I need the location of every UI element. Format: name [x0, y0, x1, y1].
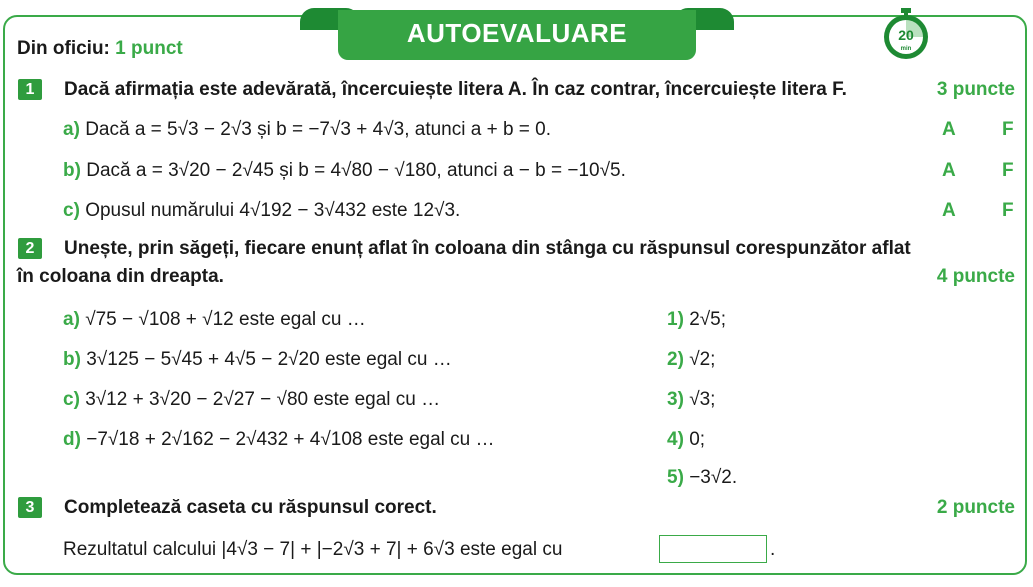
q3-points: 2 puncte [936, 497, 1015, 518]
q1-item-c-text: Opusul numărului 4√192 − 3√432 este 12√3. [85, 200, 461, 221]
q3-number-badge: 3 [18, 497, 42, 518]
q2-left-d [63, 429, 495, 451]
q1-points: 3 puncte [936, 79, 1015, 100]
q2-right-3-text: √3; [689, 389, 716, 410]
q3-statement: Rezultatul calcului |4√3 − 7| + |−2√3 + 7| + 6√3 este egal cu [63, 539, 563, 560]
q3-end-mark: . [770, 539, 776, 560]
q2-right-3-label: 3) [667, 389, 684, 410]
q3-text: Completează caseta cu răspunsul corect. [64, 497, 437, 518]
q2-left-b [63, 349, 452, 371]
q2-right-1-label: 1) [667, 309, 684, 330]
q1-item-b-option-f[interactable]: F [1002, 160, 1014, 181]
q1-item-c-option-f[interactable]: F [1002, 200, 1014, 221]
q1-item-b-option-a[interactable]: A [942, 160, 956, 181]
header-line [17, 38, 183, 60]
q2-left-c-text: 3√12 + 3√20 − 2√27 − √80 este egal cu … [85, 389, 441, 410]
q2-left-d-label: d) [63, 429, 81, 450]
q1-text: Dacă afirmația este adevărată, încercuiește litera A. În caz contrar, încercuiește litera F. [64, 79, 847, 100]
q1-item-a [63, 119, 551, 141]
q2-right-4 [667, 429, 705, 451]
q2-right-5-text: −3√2. [689, 467, 738, 488]
q2-left-d-text: −7√18 + 2√162 − 2√432 + 4√108 este egal cu … [86, 429, 495, 450]
q2-left-c-label: c) [63, 389, 80, 410]
q2-number-badge: 2 [18, 238, 42, 259]
oficiu-points: 1 punct [115, 38, 183, 59]
q2-left-c [63, 389, 440, 411]
q2-right-5-label: 5) [667, 467, 684, 488]
q2-left-a-label: a) [63, 309, 80, 330]
q2-right-2-label: 2) [667, 349, 684, 370]
q1-item-a-label: a) [63, 119, 80, 140]
q2-left-b-text: 3√125 − 5√45 + 4√5 − 2√20 este egal cu … [86, 349, 452, 370]
q1-item-b [63, 160, 626, 182]
q1-item-b-label: b) [63, 160, 81, 181]
q1-item-a-text: Dacă a = 5√3 − 2√3 și b = −7√3 + 4√3, atunci a + b = 0. [85, 119, 552, 140]
q2-right-1 [667, 309, 726, 331]
q2-left-a [63, 309, 366, 331]
oficiu-label: Din oficiu: [17, 38, 110, 59]
q1-item-c [63, 200, 460, 222]
q2-text-line1: Unește, prin săgeți, fiecare enunț aflat în coloana din stânga cu răspunsul corespunzător aflat [64, 238, 911, 259]
q1-item-c-option-a[interactable]: A [942, 200, 956, 221]
q1-item-a-option-a[interactable]: A [942, 119, 956, 140]
stopwatch-icon [882, 8, 930, 60]
timer-value: 20 [898, 27, 914, 43]
timer-unit: min [900, 46, 912, 52]
q2-right-2 [667, 349, 715, 371]
q2-points: 4 puncte [936, 266, 1015, 287]
q2-right-2-text: √2; [689, 349, 716, 370]
q2-right-4-label: 4) [667, 429, 684, 450]
q2-left-b-label: b) [63, 349, 81, 370]
q2-right-4-text: 0; [689, 429, 706, 450]
q2-right-5 [667, 467, 737, 489]
q1-item-a-option-f[interactable]: F [1002, 119, 1014, 140]
page-title: AUTOEVALUARE [406, 18, 628, 48]
q2-right-1-text: 2√5; [689, 309, 727, 330]
answer-input-box[interactable] [659, 535, 767, 563]
q1-item-b-text: Dacă a = 3√20 − 2√45 și b = 4√80 − √180, atunci a − b = −10√5. [86, 160, 626, 181]
q1-number-badge: 1 [18, 79, 42, 100]
q2-left-a-text: √75 − √108 + √12 este egal cu … [85, 309, 366, 330]
q2-text-line2: în coloana din dreapta. [17, 266, 224, 287]
q2-right-3 [667, 389, 715, 411]
q1-item-c-label: c) [63, 200, 80, 221]
